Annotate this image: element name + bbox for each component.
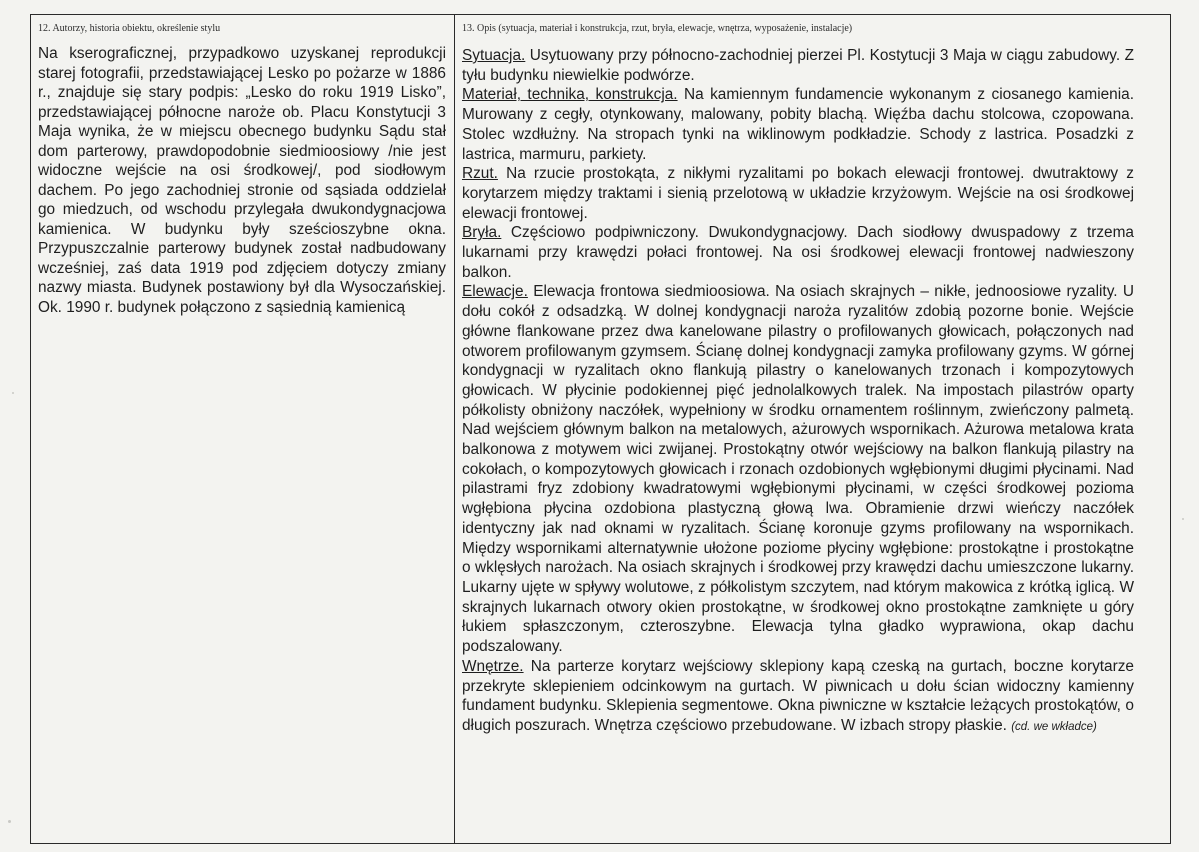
continuation-note: (cd. we wkładce) [1011, 720, 1097, 733]
section-heading: Elewacje. [462, 283, 528, 301]
section-heading: Wnętrze. [462, 657, 524, 675]
section-text: Elewacja frontowa siedmioosiowa. Na osiach skrajnych – nikłe, jednoosiowe ryzality. U dołu cokół z odsadzką. W dolnej kondygnacji naroża ryzalitów zdobią pozorne bonie. Wejście główne flankowane przez dwa kanelowane pilastry o profilowanych głowicach, połączonych nad otworem profilowanym gzymsem. Ścianę dolnej kondygnacji zamyka profilowany gzyms. W górnej kondygnacji w ryzalitach okno flankują pilastry o kanelowanych trzonach i kompozytowych głowicach. W płycinie podokiennej pięć jednolalkowych tralek. Na impostach pilastrów oparty półkolisty obniżony naczółek, wypełniony w środku ornamentem roślinnym, zwieńczony palmetą. Nad wejściem głównym balkon na metalowych, ażurowych wspornikach. Ażurowa metalowa krata balkonowa z motywem wici zwijanej. Prostokątny otwór wejściowy na balkon flankują pilastry na cokołach, o kompozytowych głowicach i rzonach ozdobionych wgłębionymi długimi płycinami. Nad pilastrami fryz zdobiony kwadratowymi wgłębionymi płycinami, w części środkowej pozioma wgłębiona płycina ozdobiona plastyczną głową lwa. Obramienie drzwi wieńczy naczółek identyczny jak nad oknami w ryzalitach. Ścianę koronuje gzyms profilowany na wspornikach. Między wspornikami alternatywnie ułożone poziome płyciny wgłębione: prostokątne i prostokątne o wklęsłych narożach. Na osiach skrajnych i środkowej przy krawędzi dachu umieszczone lukarny. Lukarny ujęte w spływy wolutowe, z półkolistym szczytem, nad którym makowica z krótką iglicą. W skrajnych lukarnach otwory okien prostokątne, w środkowej okno prostokątne zamknięte u góry łukiem spłaszczonym, czteroszybne. Elewacja tylna gładko wyprawiona, okap dachu podszalowany. [462, 283, 1134, 656]
section-material [462, 85, 1134, 164]
frame-top-rule [30, 14, 1171, 15]
scan-speck [12, 392, 14, 394]
section-heading: Materiał, technika, konstrukcja. [462, 86, 678, 104]
section-heading: Bryła. [462, 224, 502, 242]
frame-right-rule [1170, 14, 1171, 844]
section-text: Na parterze korytarz wejściowy sklepiony kapą czeską na gurtach, boczne korytarze przekryte sklepieniem odcinkowym na gurtach. W piwnicach u dołu ścian widoczny kamienny fundament budynku. Sklepienia segmentowe. Okna piwniczne w kształcie leżących prostokątów, o długich poszurach. Wnętrza częściowo przebudowane. W izbach stropy płaskie. [462, 657, 1134, 734]
section-heading: Rzut. [462, 165, 498, 183]
section-text: Częściowo podpiwniczony. Dwukondygnacjowy. Dach siodłowy dwuspadowy z trzema lukarnami przy krawędzi połaci frontowej. Na osi środkowej elewacji frontowej nadwieszony balkon. [462, 224, 1134, 281]
section-wnetrze [462, 657, 1134, 738]
section-rzut [462, 164, 1134, 223]
scan-speck [8, 820, 11, 823]
column-divider-rule [454, 14, 455, 844]
frame-bottom-rule [30, 843, 1171, 844]
scan-speck [1182, 518, 1184, 520]
section-12-header: 12. Autorzy, historia obiektu, określenie stylu [38, 23, 221, 34]
history-text: Na kserograficznej, przypadkowo uzyskanej reprodukcji starej fotografii, przedstawiającej Lesko po pożarze w 1886 r., znajduje się stary podpis: „Lesko do roku 1919 Lisko”, przedstawiającej północne naroże ob. Placu Konstytucji 3 Maja wynika, że w miejscu obecnego budynku Sądu stał dom parterowy, prawdopodobnie siedmioosiowy /nie jest widoczne wejście na osi środkowej/, pod siodłowym dachem. Po jego zachodniej stronie od sąsiada oddzielał go miedzuch, od wschodu przylegała dwukondygnacjowa kamienica. W budynku były sześcioszybne okna. Przypuszczalnie parterowy budynek został nadbudowany wcześniej, zaś data 1919 pod zdjęciem dotyczy zmiany nazwy miasta. Budynek postawiony był dla Wysoczańskiej. Ok. 1990 r. budynek połączono z sąsiednią kamienicą [38, 45, 446, 316]
section-text: Na kamiennym fundamencie wykonanym z ciosanego kamienia. Murowany z cegły, otynkowany, malowany, pobity blachą. Więźba dachu stolcowa, czopowana. Stolec wzdłużny. Na stropach tynki na wiklinowym podkładzie. Schody z lastrica. Posadzki z lastrica, marmuru, parkiety. [462, 86, 1134, 163]
section-elewacje [462, 282, 1134, 656]
section-sytuacja [462, 46, 1134, 85]
section-heading: Sytuacja. [462, 47, 526, 64]
section-bryla [462, 223, 1134, 282]
description-column [462, 46, 1134, 738]
history-column [38, 44, 446, 317]
section-text: Usytuowany przy północno-zachodniej pierzei Pl. Kostytucji 3 Maja w ciągu zabudowy. Z tyłu budynku niewielkie podwórze. [462, 47, 1134, 84]
section-text: Na rzucie prostokąta, z nikłymi ryzalitami po bokach elewacji frontowej. dwutraktowy z korytarzem między traktami i sienią przelotową w układzie krzyżowym. Wejście na osi środkowej elewacji frontowej. [462, 165, 1134, 222]
section-13-header: 13. Opis (sytuacja, materiał i konstrukcja, rzut, bryła, elewacje, wnętrza, wyposażenie, instalacje) [462, 23, 853, 34]
frame-left-rule [30, 14, 31, 844]
